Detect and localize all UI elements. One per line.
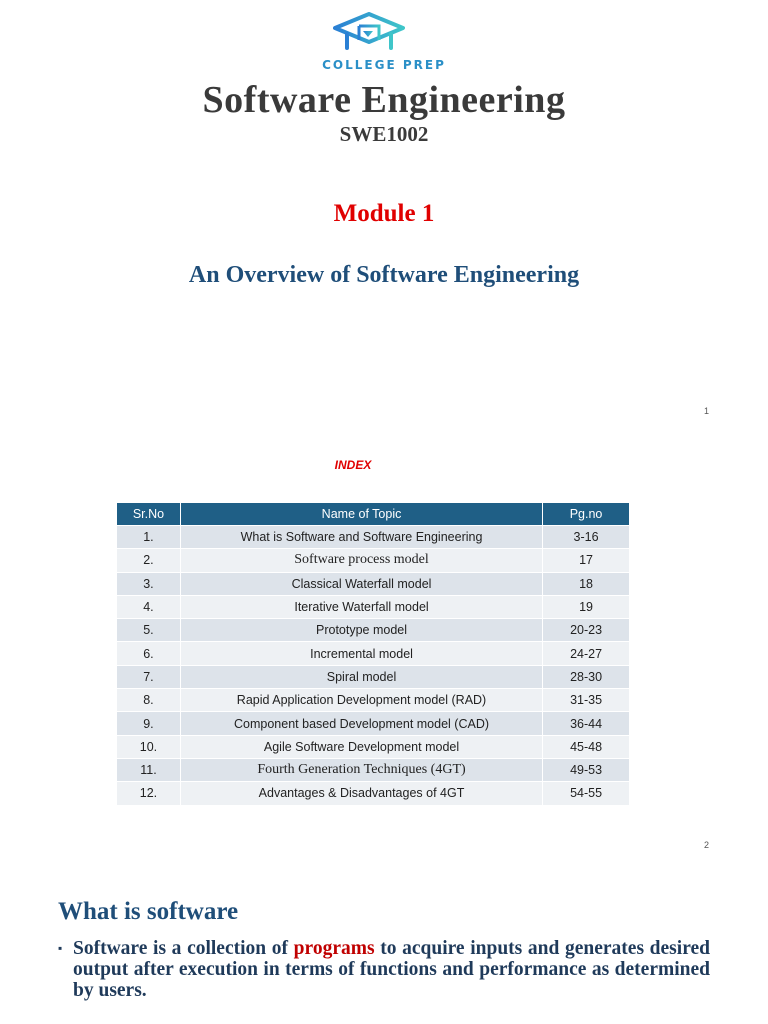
row-number: 5. [117,619,180,642]
row-pages: 28-30 [543,665,629,688]
row-topic: Iterative Waterfall model [180,595,542,618]
row-pages: 17 [543,549,629,572]
row-number: 3. [117,572,180,595]
header-pgno: Pg.no [543,503,629,526]
page-number-1: 1 [704,406,710,416]
header-topic: Name of Topic [180,503,542,526]
module-label: Module 1 [333,200,435,227]
row-topic: Agile Software Development model [180,735,542,758]
row-pages: 49-53 [543,758,629,781]
row-topic: Incremental model [180,642,542,665]
row-pages: 3-16 [543,526,629,549]
highlight-programs: programs [293,938,375,959]
table-row [117,595,629,618]
module-title: An Overview of Software Engineering [188,262,580,288]
row-topic: Classical Waterfall model [180,572,542,595]
row-topic: Prototype model [180,619,542,642]
table-header-row [117,503,629,526]
table-row [117,735,629,758]
row-pages: 24-27 [543,642,629,665]
row-pages: 36-44 [543,712,629,735]
table-row [117,689,629,712]
graduation-cap-icon [333,12,405,54]
row-pages: 18 [543,572,629,595]
row-number: 10. [117,735,180,758]
table-row [117,549,629,572]
row-pages: 20-23 [543,619,629,642]
table-row [117,758,629,781]
row-pages: 31-35 [543,689,629,712]
bullet-text-pre: Software is a collection of [73,938,294,959]
row-topic: Spiral model [180,665,542,688]
row-pages: 19 [543,595,629,618]
table-row [117,665,629,688]
section-heading: What is software [58,898,239,925]
table-row [117,782,629,805]
bullet-text [73,938,710,1001]
row-topic: What is Software and Software Engineering [180,526,542,549]
table-row [117,526,629,549]
row-pages: 54-55 [543,782,629,805]
row-topic: Fourth Generation Techniques (4GT) [180,758,542,781]
row-topic: Software process model [180,549,542,572]
row-number: 7. [117,665,180,688]
row-number: 8. [117,689,180,712]
table-row [117,572,629,595]
index-table [117,503,629,805]
logo-text: COLLEGE PREP [322,58,446,72]
row-topic: Advantages & Disadvantages of 4GT [180,782,542,805]
row-number: 1. [117,526,180,549]
row-number: 12. [117,782,180,805]
page-number-2: 2 [704,840,710,850]
row-topic: Component based Development model (CAD) [180,712,542,735]
bullet-text-post: to acquire inputs and generates desired output after execution in terms of functions and performance as determined by users. [73,938,710,1001]
row-number: 9. [117,712,180,735]
table-row [117,712,629,735]
course-code: SWE1002 [339,122,429,146]
row-number: 2. [117,549,180,572]
row-number: 11. [117,758,180,781]
row-number: 4. [117,595,180,618]
document-title: Software Engineering [202,79,566,121]
table-row [117,642,629,665]
header-srno: Sr.No [117,503,180,526]
row-number: 6. [117,642,180,665]
bullet-paragraph [58,938,710,1001]
bullet-marker: ▪ [58,941,63,955]
table-row [117,619,629,642]
row-pages: 45-48 [543,735,629,758]
row-topic: Rapid Application Development model (RAD) [180,689,542,712]
index-heading: INDEX [334,458,372,472]
